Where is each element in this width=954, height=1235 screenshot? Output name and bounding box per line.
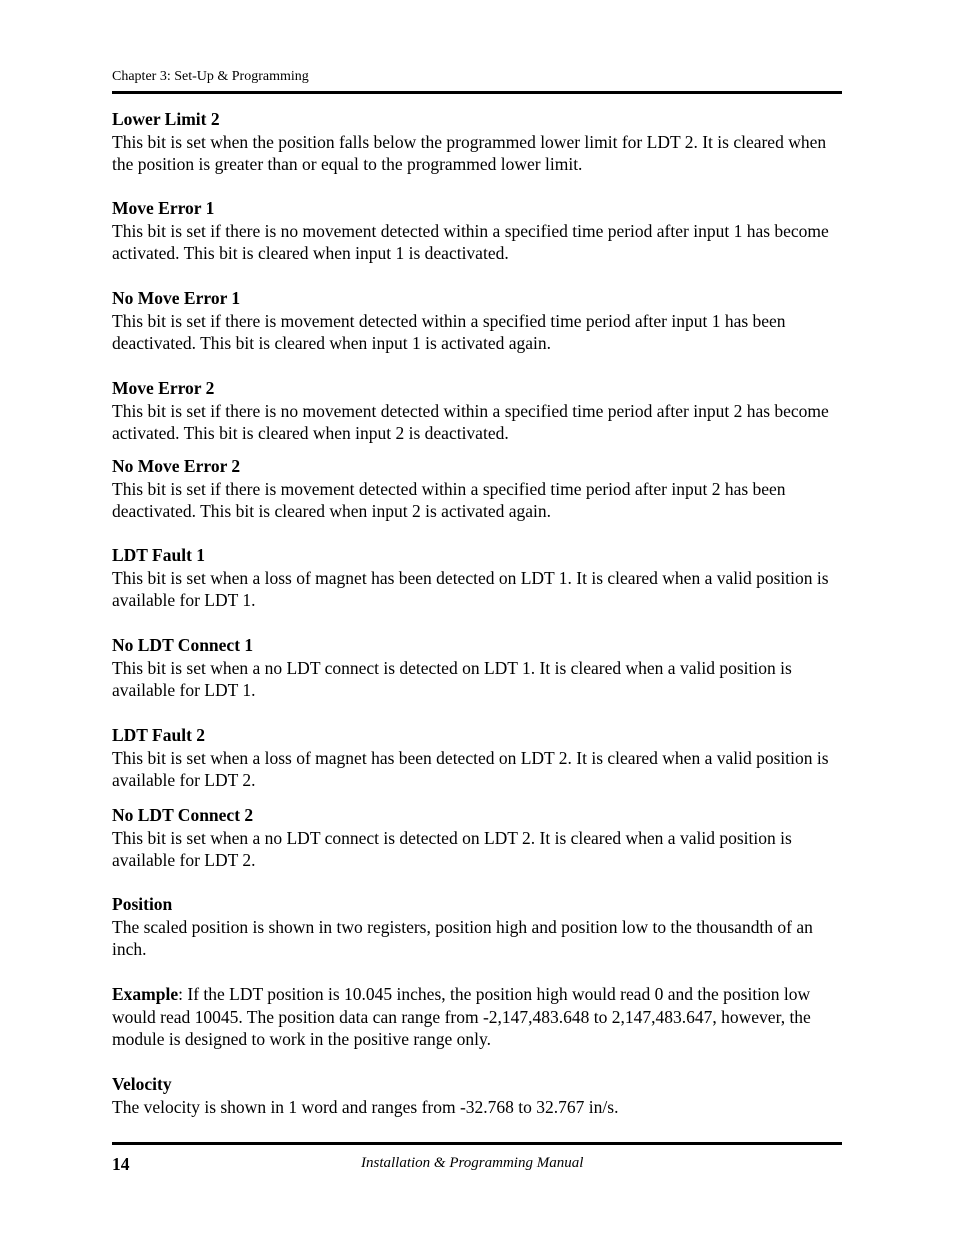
section-no-ldt-connect-1 (112, 634, 847, 702)
section-body: This bit is set when the position falls below the programmed lower limit for LDT 2. It is cleared when the position is greater than or equal to the programmed lower limit. (112, 131, 827, 174)
section-no-ldt-connect-2 (112, 804, 847, 872)
section-body: The scaled position is shown in two registers, position high and position low to the thousandth of an inch. (112, 916, 813, 959)
section-move-error-1 (112, 197, 847, 265)
section-heading: No LDT Connect 2 (112, 805, 254, 825)
section-heading: Move Error 2 (112, 378, 215, 398)
page-number: 14 (112, 1154, 130, 1174)
example-paragraph (112, 983, 847, 1051)
section-body: This bit is set when a loss of magnet has been detected on LDT 2. It is cleared when a valid position is available for LDT 2. (112, 747, 829, 790)
section-heading: Move Error 1 (112, 198, 215, 218)
running-header: Chapter 3: Set-Up & Programming (112, 69, 309, 84)
section-body: The velocity is shown in 1 word and ranges from -32.768 to 32.767 in/s. (112, 1096, 619, 1117)
section-heading: No LDT Connect 1 (112, 635, 254, 655)
section-heading: LDT Fault 1 (112, 545, 206, 565)
section-body: This bit is set if there is no movement detected within a specified time period after input 1 has become activated. This bit is cleared when input 1 is deactivated. (112, 220, 829, 263)
section-heading: Velocity (112, 1074, 172, 1094)
section-heading: No Move Error 2 (112, 456, 241, 476)
section-no-move-error-1 (112, 287, 847, 355)
section-velocity (112, 1073, 847, 1118)
section-body: This bit is set when a no LDT connect is detected on LDT 2. It is cleared when a valid position is available for LDT 2. (112, 827, 792, 870)
example-label: Example (112, 984, 179, 1004)
section-heading: LDT Fault 2 (112, 725, 206, 745)
manual-title: Installation & Programming Manual (361, 1155, 584, 1171)
example-text: : If the LDT position is 10.045 inches, the position high would read 0 and the position low would read 10045. The position data can range from -2,147,483.648 to 2,147,483.647, however, the module is designed to work in the positive range only. (112, 984, 811, 1049)
footer-rule (112, 1142, 842, 1145)
section-heading: Position (112, 894, 173, 914)
section-position (112, 893, 847, 961)
section-lower-limit-2 (112, 108, 847, 176)
section-body: This bit is set if there is movement detected within a specified time period after input 2 has been deactivated. This bit is cleared when input 2 is activated again. (112, 478, 786, 521)
section-ldt-fault-1 (112, 544, 847, 612)
section-move-error-2 (112, 377, 847, 445)
section-no-move-error-2 (112, 455, 847, 523)
header-rule (112, 91, 842, 94)
section-heading: Lower Limit 2 (112, 109, 220, 129)
section-body: This bit is set when a no LDT connect is detected on LDT 1. It is cleared when a valid position is available for LDT 1. (112, 657, 792, 700)
section-body: This bit is set if there is no movement detected within a specified time period after input 2 has become activated. This bit is cleared when input 2 is deactivated. (112, 400, 829, 443)
section-ldt-fault-2 (112, 724, 847, 792)
section-body: This bit is set if there is movement detected within a specified time period after input 1 has been deactivated. This bit is cleared when input 1 is activated again. (112, 310, 786, 353)
section-body: This bit is set when a loss of magnet has been detected on LDT 1. It is cleared when a valid position is available for LDT 1. (112, 567, 829, 610)
section-heading: No Move Error 1 (112, 288, 241, 308)
